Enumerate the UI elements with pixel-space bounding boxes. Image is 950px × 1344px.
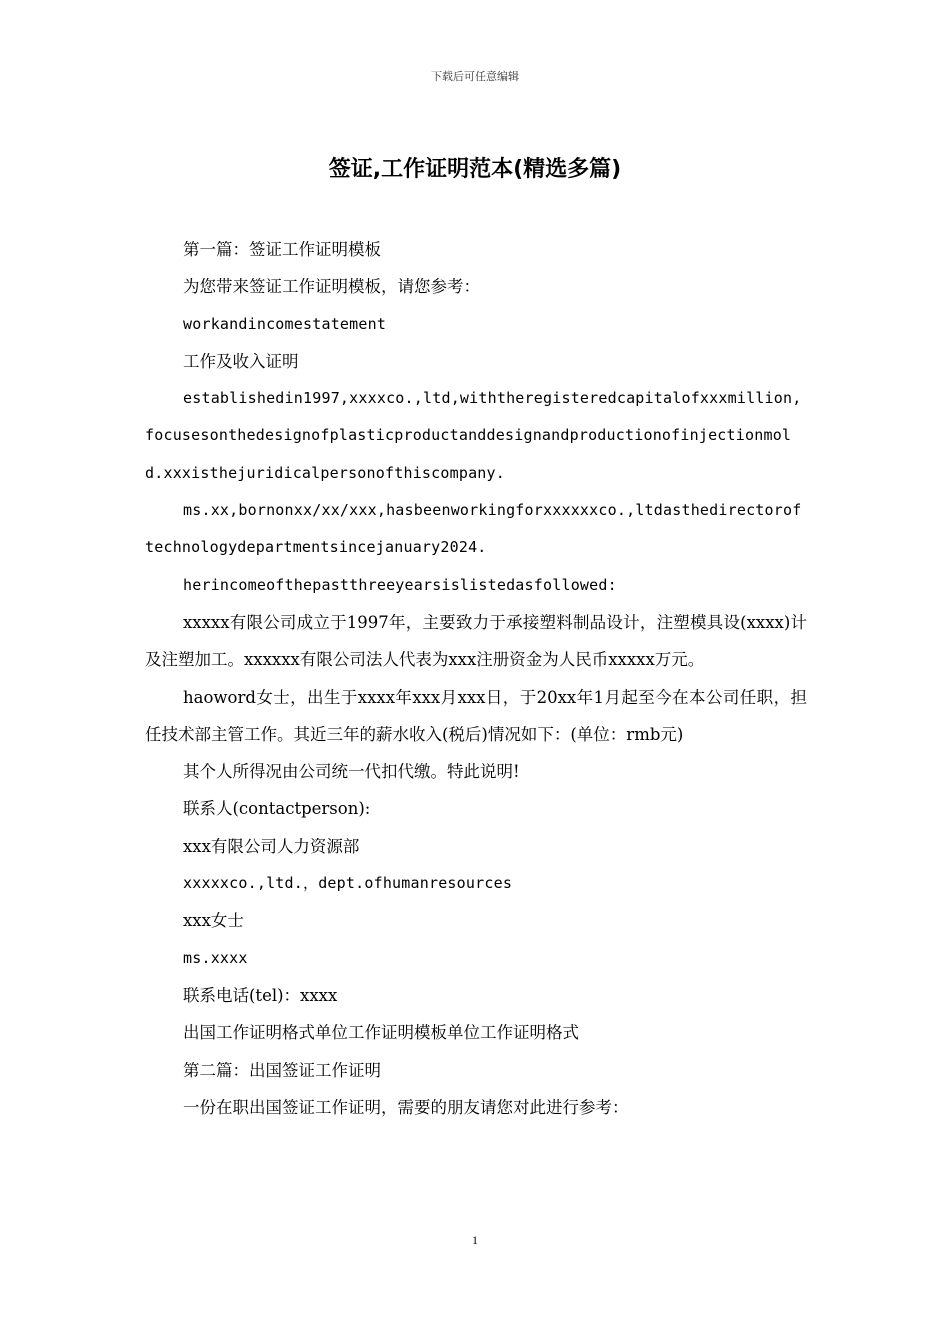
tax-note-paragraph: 其个人所得况由公司统一代扣代缴。特此说明! (183, 762, 520, 782)
chinese-title: 工作及收入证明 (183, 351, 299, 371)
hr-department-chinese: xxx有限公司人力资源部 (183, 836, 360, 856)
section-heading-2: 第二篇：出国签证工作证明 (183, 1060, 381, 1080)
document-title: 签证,工作证明范本(精选多篇) (328, 157, 622, 182)
english-income-paragraph: herincomeofthepastthreeyearsislistedasfollowed: (183, 575, 617, 594)
section-heading-1: 第一篇：签证工作证明模板 (183, 240, 381, 259)
contact-phone: 联系电话(tel)：xxxx (183, 985, 338, 1005)
chinese-company-paragraph: xxxxx有限公司成立于1997年，主要致力于承接塑料制品设计，注塑模具设(xxxx)计及注塑加工。xxxxxx有限公司法人代表为xxx注册资金为人民币xxxxx万元。 (145, 612, 807, 670)
english-company-paragraph: establishedin1997,xxxxco.,ltd,withtheregisteredcapitalofxxxmillion,focusesonthedesignofplasticproductanddesignandproductionofinjectionmold.xxxisthejuridicalpersonofthiscompany. (145, 389, 802, 482)
chinese-employee-paragraph: haoword女士，出生于xxxx年xxx月xxx日，于20xx年1月起至今在本公司任职，担任技术部主管工作。其近三年的薪水收入(税后)情况如下：(单位：rmb元) (145, 687, 807, 744)
intro-paragraph: 为您带来签证工作证明模板，请您参考： (183, 277, 480, 297)
hr-department-english: xxxxxco.,ltd.，dept.ofhumanresources (183, 874, 513, 893)
english-employee-paragraph: ms.xx,bornonxx/xx/xxx,hasbeenworkingforxxxxxxco.,ltdasthedirectoroftechnologydepartmentsincejanuary2024. (145, 501, 802, 557)
contact-name-english: ms.xxxx (183, 948, 248, 967)
page-number: 1 (472, 1233, 478, 1247)
related-formats-line: 出国工作证明格式单位工作证明模板单位工作证明格式 (183, 1023, 579, 1043)
contact-person-label: 联系人(contactperson): (183, 799, 371, 819)
english-title: workandincomestatement (183, 314, 387, 333)
section-2-intro: 一份在职出国签证工作证明，需要的朋友请您对此进行参考： (183, 1097, 629, 1117)
page-header-note: 下载后可任意编辑 (431, 70, 519, 83)
contact-name-chinese: xxx女士 (183, 911, 244, 931)
document-body (145, 231, 807, 1126)
